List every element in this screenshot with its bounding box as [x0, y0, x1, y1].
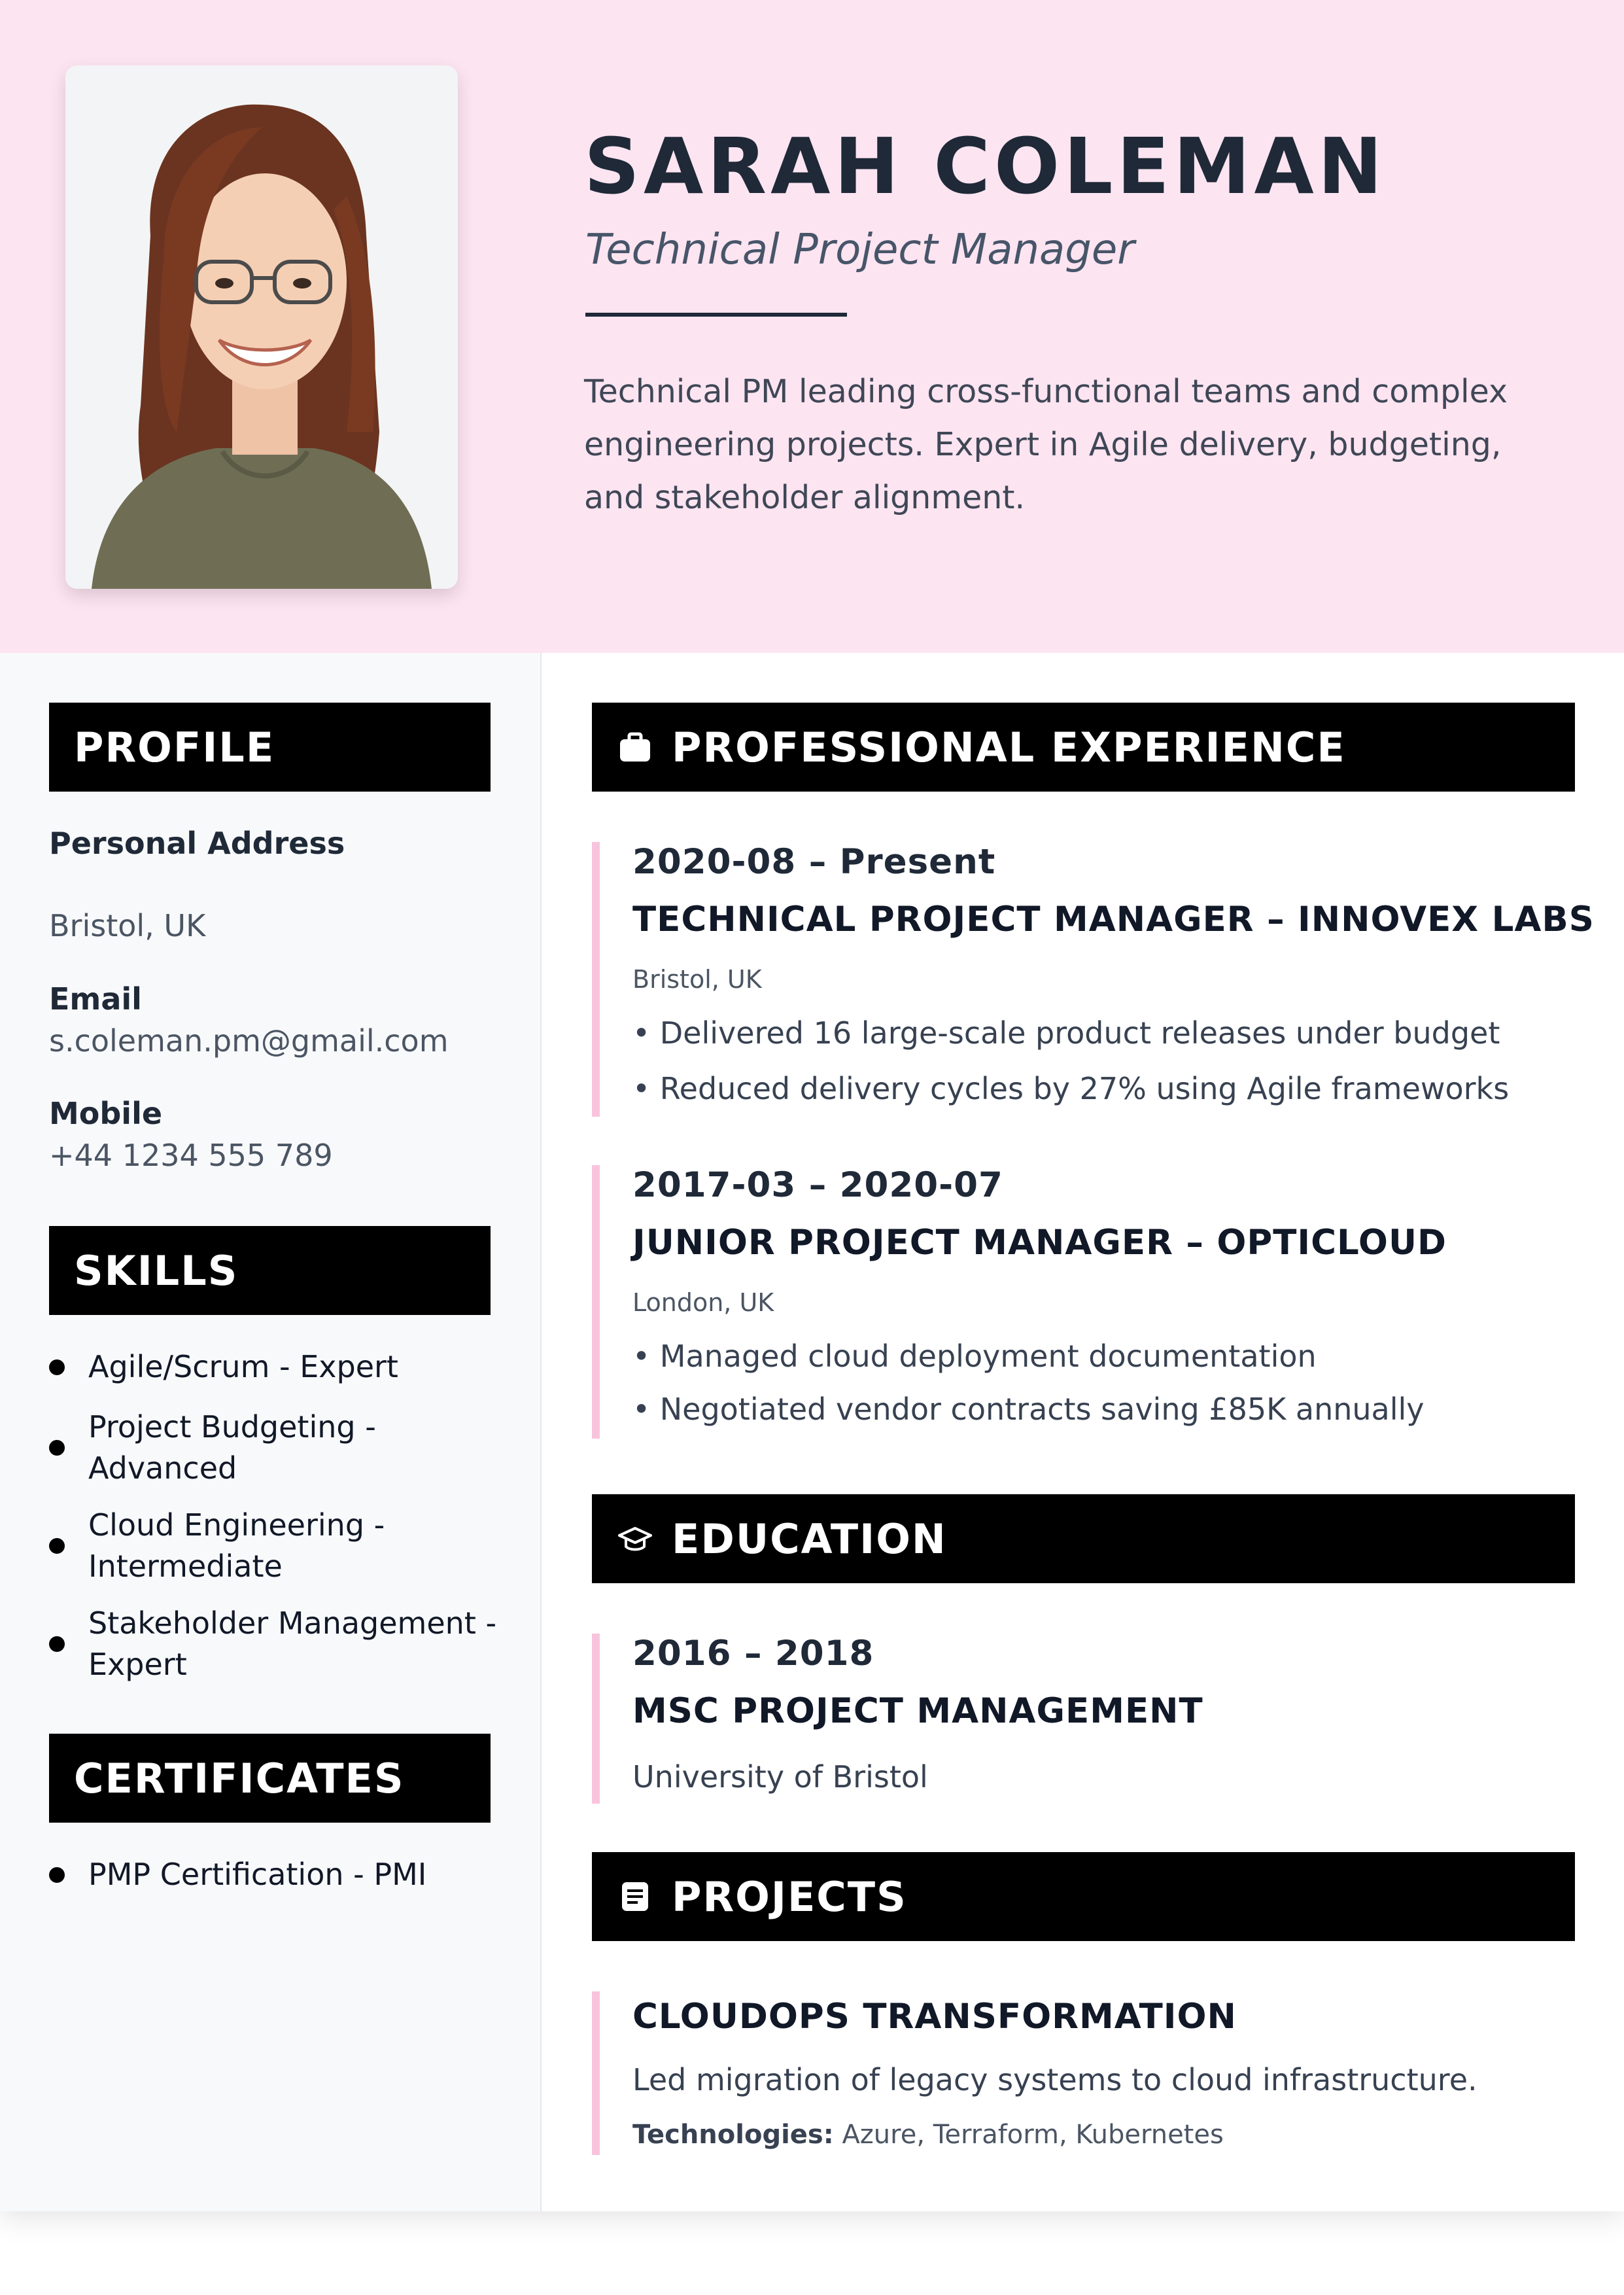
- experience-heading: [592, 703, 1575, 792]
- email-value: s.coleman.pm@gmail.com: [49, 1023, 449, 1059]
- briefcase-icon: [618, 730, 652, 764]
- summary-text: Technical PM leading cross-functional teams and complex engineering projects. Expert in Agile delivery, budgeting, and stakeholder alignment.: [584, 373, 1508, 516]
- bullet-icon: [49, 1867, 65, 1883]
- education-heading-label: EDUCATION: [672, 1515, 947, 1563]
- tech-label: Technologies:: [632, 2120, 834, 2150]
- sidebar: [0, 653, 542, 2211]
- tech-value: Azure, Terraform, Kubernetes: [842, 2120, 1224, 2150]
- job-dates: 2020-08 – Present: [632, 842, 996, 882]
- bullet-icon: [49, 1440, 65, 1456]
- candidate-title: Technical Project Manager: [585, 226, 1135, 274]
- mobile-value: +44 1234 555 789: [49, 1138, 333, 1173]
- skill-item: [49, 1346, 494, 1388]
- job-role: JUNIOR PROJECT MANAGER – OPTICLOUD: [632, 1223, 1447, 1263]
- mobile-label: Mobile: [49, 1096, 163, 1131]
- certificate-item: [49, 1854, 494, 1895]
- job-point: • Reduced delivery cycles by 27% using Agile frameworks: [632, 1071, 1510, 1106]
- education-dates: 2016 – 2018: [632, 1634, 874, 1673]
- projects-heading: [592, 1852, 1575, 1941]
- bullet-icon: [49, 1359, 65, 1375]
- address-value: Bristol, UK: [49, 908, 206, 943]
- bullet-icon: [49, 1538, 65, 1554]
- skill-text: Project Budgeting - Advanced: [88, 1409, 376, 1486]
- project-entry: [592, 1991, 1575, 2155]
- skill-text: Stakeholder Management - Expert: [88, 1605, 497, 1682]
- project-technologies: [632, 2120, 1224, 2150]
- address-label: Personal Address: [49, 826, 345, 861]
- skill-item: [49, 1407, 415, 1489]
- certificates-heading: CERTIFICATES: [49, 1734, 491, 1823]
- project-description: Led migration of legacy systems to cloud infrastructure.: [632, 2062, 1477, 2097]
- job-location: London, UK: [632, 1288, 774, 1317]
- skill-item: [49, 1505, 415, 1587]
- education-school: University of Bristol: [632, 1759, 928, 1795]
- skills-heading: SKILLS: [49, 1226, 491, 1315]
- profile-photo: [65, 65, 458, 589]
- graduation-cap-icon: [618, 1522, 652, 1556]
- certificate-text: PMP Certification - PMI: [88, 1857, 427, 1892]
- bullet-icon: [49, 1636, 65, 1652]
- profile-heading: PROFILE: [49, 703, 491, 792]
- education-degree: MSC PROJECT MANAGEMENT: [632, 1691, 1203, 1731]
- title-divider: [585, 313, 847, 317]
- skill-text: Cloud Engineering - Intermediate: [88, 1507, 385, 1584]
- job-dates: 2017-03 – 2020-07: [632, 1165, 1003, 1205]
- email-label: Email: [49, 981, 142, 1017]
- job-point: • Negotiated vendor contracts saving £85K annually: [632, 1392, 1425, 1427]
- skill-item: [49, 1603, 507, 1685]
- job-point: • Managed cloud deployment documentation: [632, 1339, 1317, 1374]
- education-entry: [592, 1634, 1575, 1804]
- project-name: CLOUDOPS TRANSFORMATION: [632, 1997, 1237, 2037]
- job-point: • Delivered 16 large-scale product releases under budget: [632, 1015, 1500, 1051]
- skill-text: Agile/Scrum - Expert: [88, 1349, 398, 1384]
- experience-entry: [592, 842, 1595, 1117]
- experience-entry: [592, 1165, 1575, 1439]
- candidate-name: SARAH COLEMAN: [584, 121, 1387, 211]
- resume-header: [0, 0, 1624, 653]
- job-role: TECHNICAL PROJECT MANAGER – INNOVEX LABS: [632, 900, 1595, 939]
- job-location: Bristol, UK: [632, 965, 762, 994]
- document-icon: [618, 1880, 652, 1914]
- projects-heading-label: PROJECTS: [672, 1872, 907, 1921]
- experience-heading-label: PROFESSIONAL EXPERIENCE: [672, 723, 1346, 771]
- education-heading: [592, 1494, 1575, 1583]
